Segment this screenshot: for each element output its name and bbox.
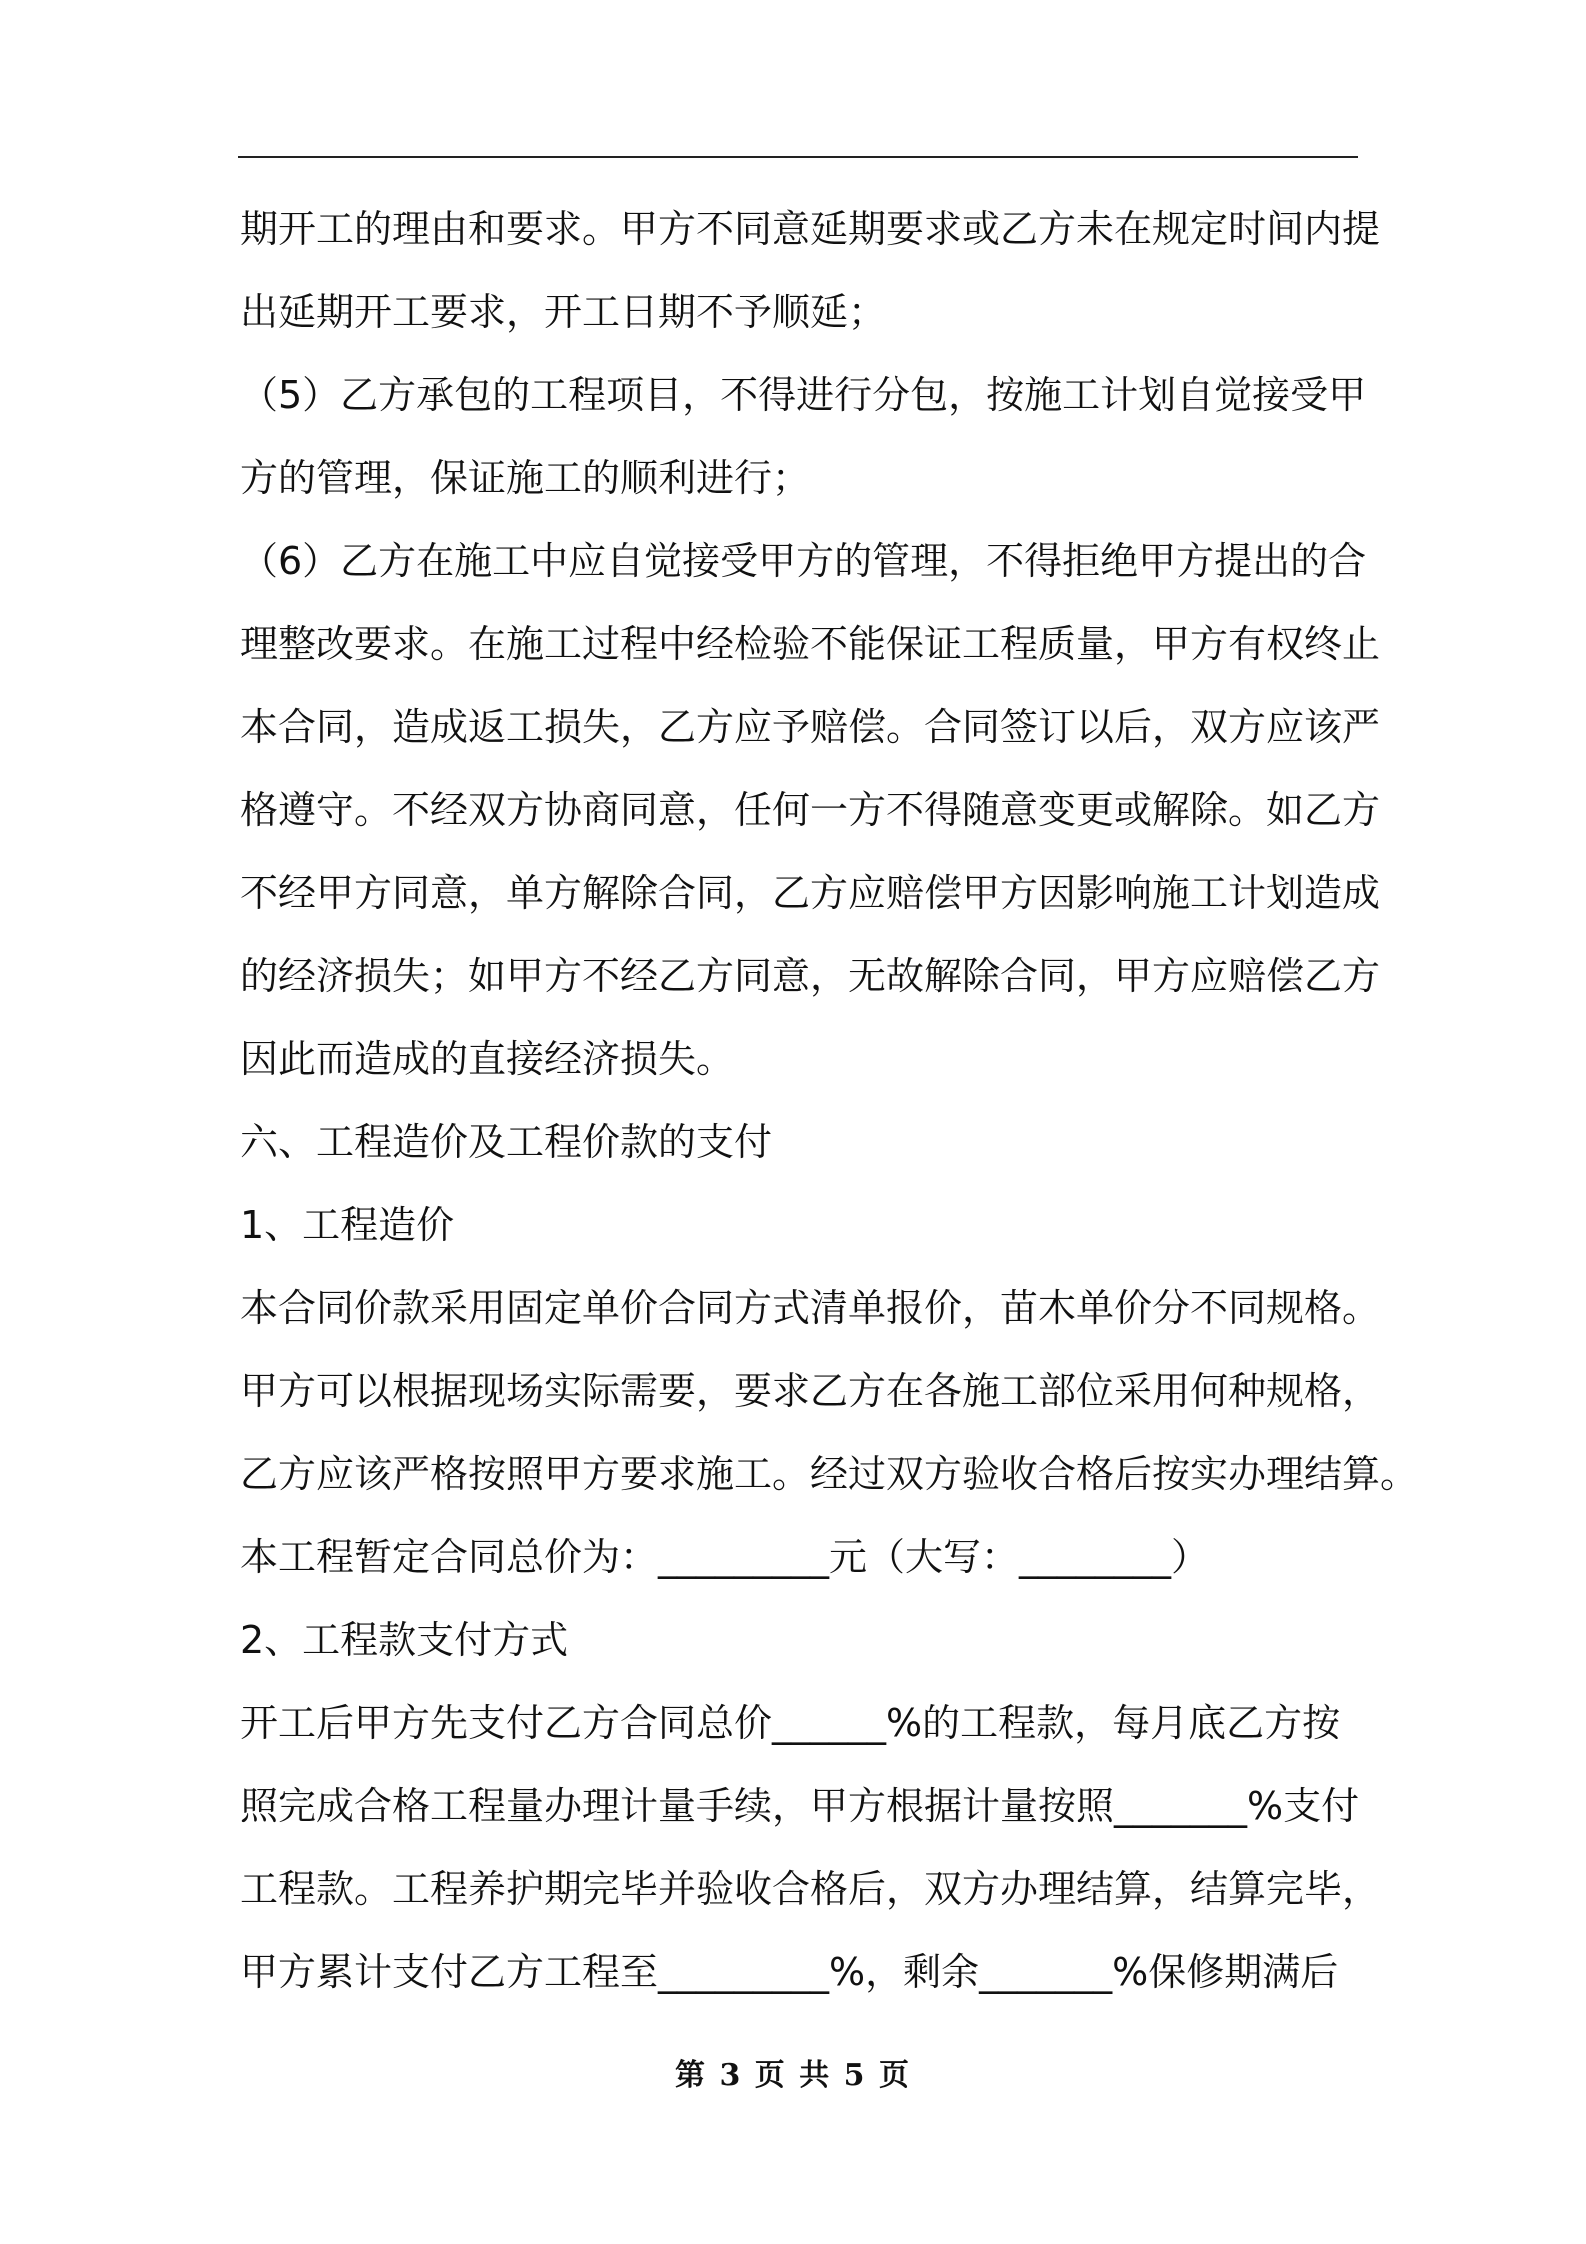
header-divider	[238, 156, 1358, 158]
body-line-19: 开工后甲方先支付乙方合同总价______%的工程款，每月底乙方按	[240, 1701, 1341, 1745]
body-line-1: 期开工的理由和要求。甲方不同意延期要求或乙方未在规定时间内提	[240, 207, 1381, 251]
document-body	[240, 188, 1419, 2014]
body-line-4: 方的管理，保证施工的顺利进行；	[240, 456, 811, 500]
body-line-3: （5）乙方承包的工程项目，不得进行分包，按施工计划自觉接受甲	[240, 373, 1367, 417]
body-line-8: 格遵守。不经双方协商同意，任何一方不得随意变更或解除。如乙方	[240, 788, 1381, 832]
section-heading: 六、工程造价及工程价款的支付	[240, 1120, 773, 1164]
body-line-21: 工程款。工程养护期完毕并验收合格后，双方办理结算，结算完毕，	[240, 1867, 1381, 1911]
subsection-heading-2: 2、工程款支付方式	[240, 1618, 569, 1662]
body-line-9: 不经甲方同意，单方解除合同，乙方应赔偿甲方因影响施工计划造成	[240, 871, 1381, 915]
body-line-7: 本合同，造成返工损失，乙方应予赔偿。合同签订以后，双方应该严	[240, 705, 1381, 749]
subsection-heading-1: 1、工程造价	[240, 1203, 455, 1247]
body-line-2: 出延期开工要求，开工日期不予顺延；	[240, 290, 887, 334]
body-line-10: 的经济损失；如甲方不经乙方同意，无故解除合同，甲方应赔偿乙方	[240, 954, 1381, 998]
body-line-11: 因此而造成的直接经济损失。	[240, 1037, 735, 1081]
body-line-5: （6）乙方在施工中应自觉接受甲方的管理，不得拒绝甲方提出的合	[240, 539, 1367, 583]
contract-total-line: 本工程暂定合同总价为：_________元（大写：________）	[240, 1535, 1210, 1579]
page-number: 第 3 页 共 5 页	[675, 2058, 911, 2093]
body-line-20: 照完成合格工程量办理计量手续，甲方根据计量按照_______%支付	[240, 1784, 1360, 1828]
body-line-22: 甲方累计支付乙方工程至_________%，剩余_______%保修期满后	[240, 1950, 1339, 1994]
body-line-14: 本合同价款采用固定单价合同方式清单报价，苗木单价分不同规格。	[240, 1286, 1381, 1330]
body-line-6: 理整改要求。在施工过程中经检验不能保证工程质量，甲方有权终止	[240, 622, 1381, 666]
body-line-15: 甲方可以根据现场实际需要，要求乙方在各施工部位采用何种规格，	[240, 1369, 1381, 1413]
body-line-16: 乙方应该严格按照甲方要求施工。经过双方验收合格后按实办理结算。	[240, 1452, 1419, 1496]
